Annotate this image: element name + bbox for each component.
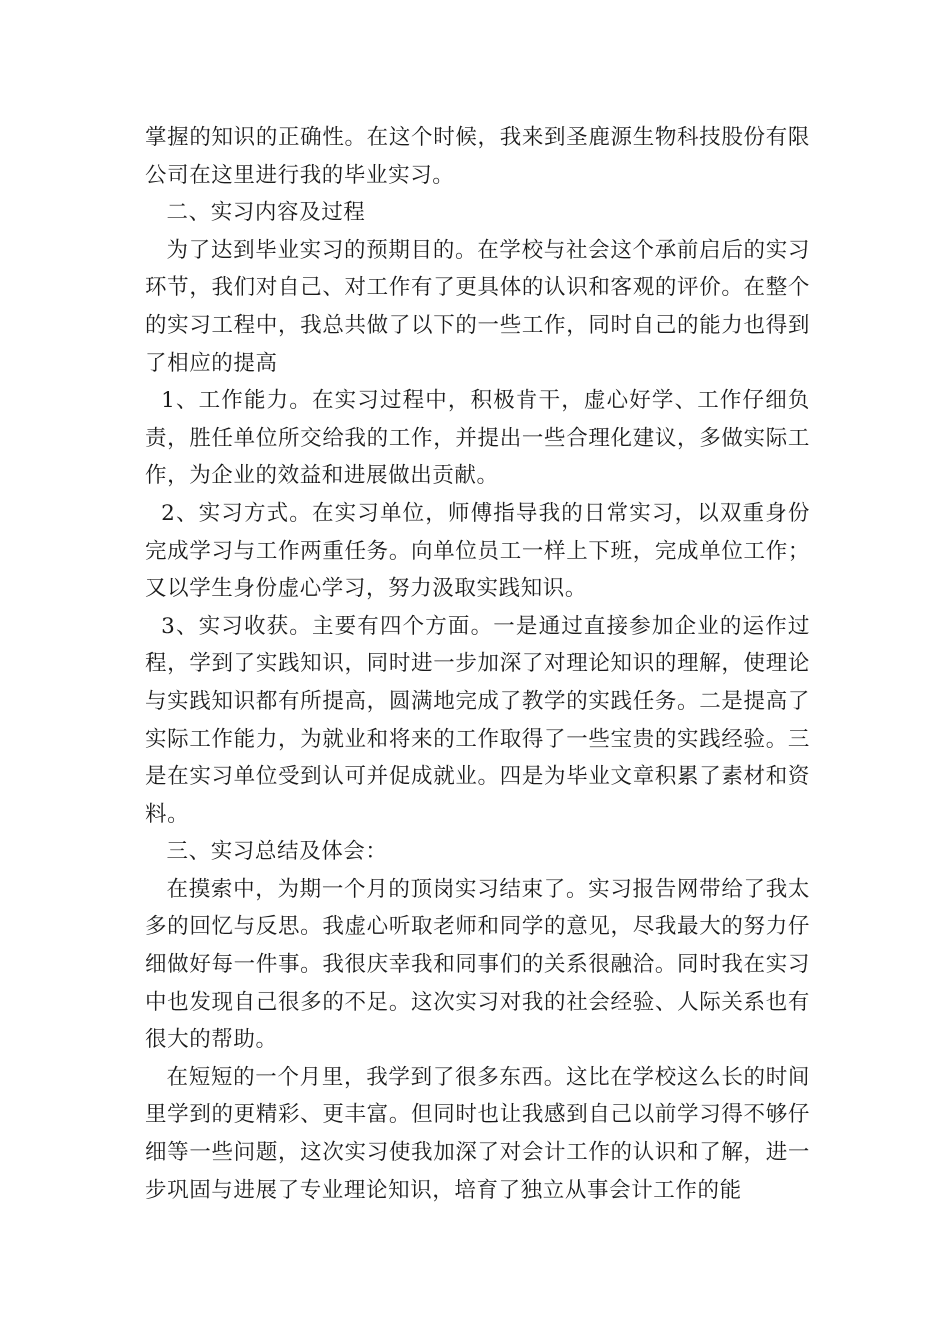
paragraph-internship-method: 2、实习方式。在实习单位，师傅指导我的日常实习，以双重身份完成学习与工作两重任务。向单位员工一样上下班，完成单位工作；又以学生身份虚心学习，努力汲取实践知识。 (145, 500, 810, 602)
paragraph-reflection: 在摸索中，为期一个月的顶岗实习结束了。实习报告网带给了我太多的回忆与反思。我虚心听取老师和同学的意见，尽我最大的努力仔细做好每一件事。我很庆幸我和同事们的关系很融洽。同时我在实习中也发现自己很多的不足。这次实习对我的社会经验、人际关系也有很大的帮助。 (145, 876, 810, 1053)
section-heading-summary: 三、实习总结及体会： (166, 839, 388, 865)
section-heading-internship-content: 二、实习内容及过程 (166, 200, 366, 226)
document-body (145, 119, 810, 1209)
paragraph-intro-continued: 掌握的知识的正确性。在这个时候，我来到圣鹿源生物科技股份有限公司在这里进行我的毕业实习。 (145, 125, 810, 188)
paragraph-work-ability: 1、工作能力。在实习过程中，积极肯干，虚心好学、工作仔细负责，胜任单位所交给我的工作，并提出一些合理化建议，多做实际工作，为企业的效益和进展做出贡献。 (145, 388, 810, 489)
paragraph-internship-gains: 3、实习收获。主要有四个方面。一是通过直接参加企业的运作过程，学到了实践知识，同时进一步加深了对理论知识的理解，使理论与实践知识都有所提高，圆满地完成了教学的实践任务。二是提高了实际工作能力，为就业和将来的工作取得了一些宝贵的实践经验。三是在实习单位受到认可并促成就业。四是为毕业文章积累了素材和资料。 (145, 613, 810, 827)
paragraph-internship-purpose: 为了达到毕业实习的预期目的。在学校与社会这个承前启后的实习环节，我们对自己、对工作有了更具体的认识和客观的评价。在整个的实习工程中，我总共做了以下的一些工作，同时自己的能力也得到了相应的提高 (145, 237, 810, 376)
paragraph-learning: 在短短的一个月里，我学到了很多东西。这比在学校这么长的时间里学到的更精彩、更丰富。但同时也让我感到自己以前学习得不够仔细等一些问题，这次实习使我加深了对会计工作的认识和了解，进一步巩固与进展了专业理论知识，培育了独立从事会计工作的能 (145, 1064, 810, 1203)
